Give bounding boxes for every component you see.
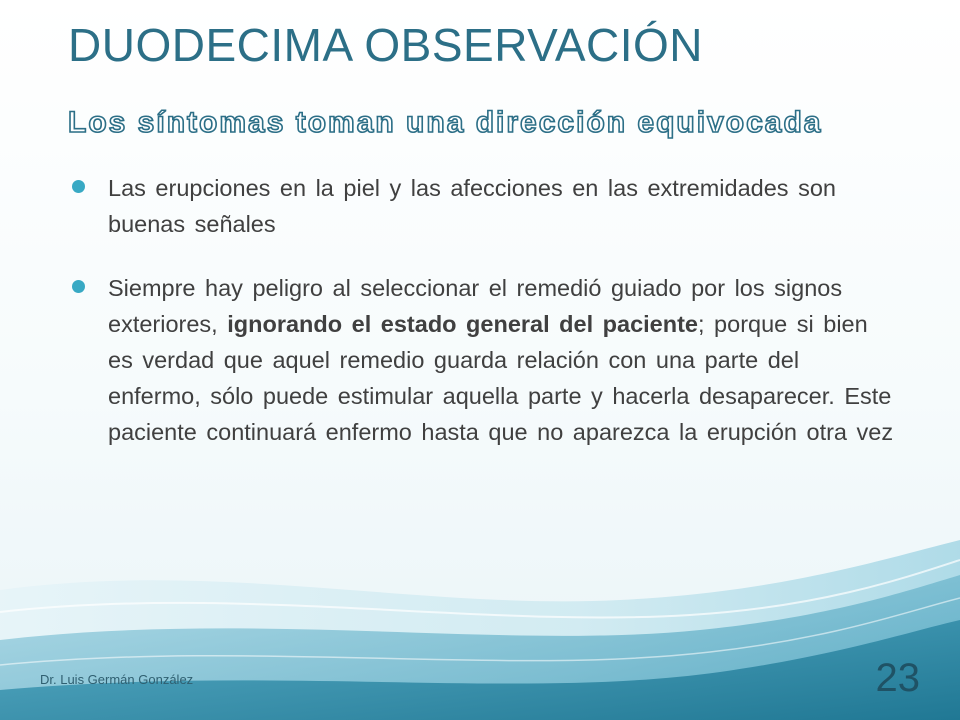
bullet-list [70,170,900,450]
bullet-dot-icon [72,180,85,193]
slide-subtitle: Los síntomas toman una dirección equivocada [68,106,823,139]
page-number: 23 [875,656,920,700]
bullet-dot-icon [72,280,85,293]
bullet-text-before: Siempre hay peligro al seleccionar el remedió guiado por los signos exteriores, [108,275,843,337]
bullet-item [70,170,900,242]
bullet-text: Las erupciones en la piel y las afecciones en las extremidades son buenas señales [108,175,836,237]
bullet-text-after: ; porque si bien es verdad que aquel remedio guarda relación con una parte del enfermo, sólo puede estimular aquella parte y hacerla desaparecer. Este paciente continuará enfermo hasta que no aparezca la erupción otra vez [108,311,894,445]
footer-author: Dr. Luis Germán González [40,672,194,687]
bullet-text-bold: ignorando el estado general del paciente [227,311,698,337]
bullet-item [70,270,900,450]
slide-title: DUODECIMA OBSERVACIÓN [68,19,704,71]
